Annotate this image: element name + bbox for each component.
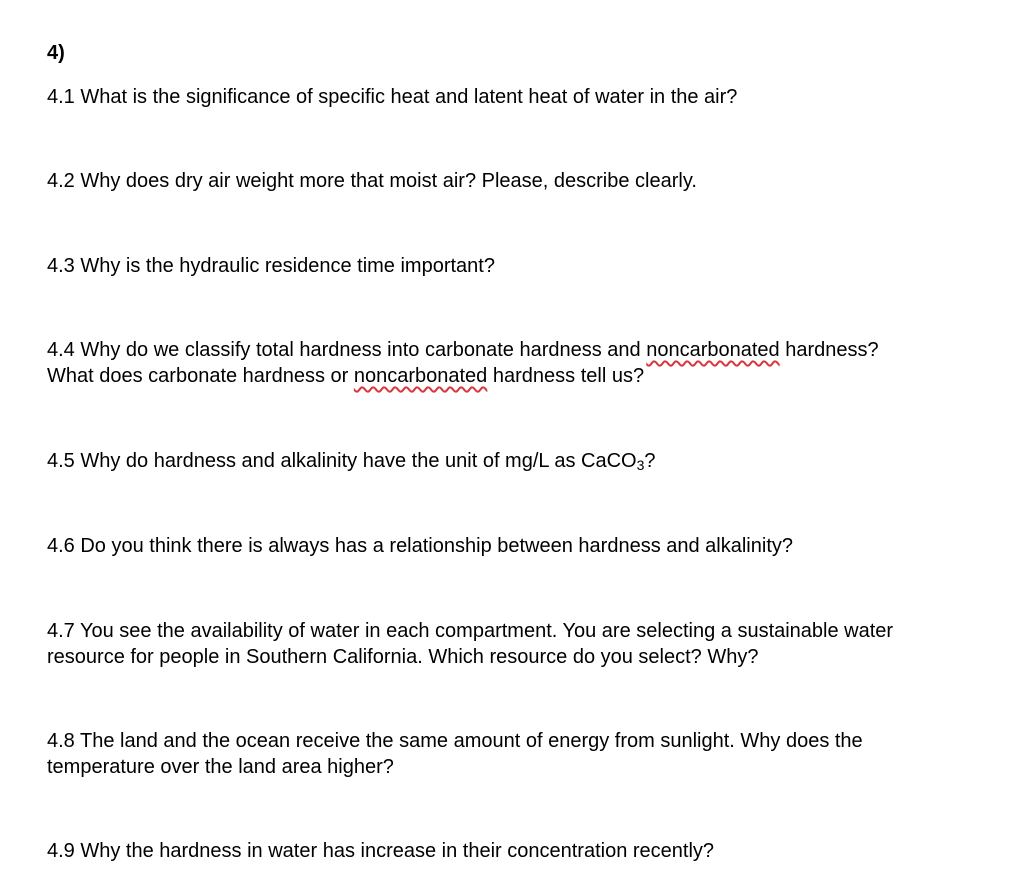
question-4-8-line-2: temperature over the land area higher? xyxy=(47,756,394,778)
question-4-5 xyxy=(47,448,1007,474)
question-text: 4.4 Why do we classify total hardness into carbonate hardness and xyxy=(47,339,647,361)
question-text: 4.5 Why do hardness and alkalinity have the unit of mg/L as CaCO xyxy=(47,450,637,472)
question-4-3: 4.3 Why is the hydraulic residence time important? xyxy=(47,255,495,277)
spellcheck-flagged-word[interactable]: noncarbonated xyxy=(353,365,488,387)
question-text: What does carbonate hardness or xyxy=(47,365,354,387)
question-4-8-line-1: 4.8 The land and the ocean receive the same amount of energy from sunlight. Why does the xyxy=(47,730,863,752)
question-4-1: 4.1 What is the significance of specific heat and latent heat of water in the air? xyxy=(47,86,738,108)
question-4-6: 4.6 Do you think there is always has a relationship between hardness and alkalinity? xyxy=(47,535,793,557)
question-4-8 xyxy=(47,728,1007,780)
question-4-4-line-1 xyxy=(47,337,1007,363)
chemical-subscript: 3 xyxy=(636,457,645,473)
question-text: ? xyxy=(644,450,656,472)
question-4-9: 4.9 Why the hardness in water has increase in their concentration recently? xyxy=(47,840,715,862)
question-4-4 xyxy=(47,337,1007,389)
question-4-7-line-1: 4.7 You see the availability of water in each compartment. You are selecting a sustainable water xyxy=(47,620,894,642)
question-4-2: 4.2 Why does dry air weight more that moist air? Please, describe clearly. xyxy=(47,170,697,192)
question-text: hardness? xyxy=(779,339,879,361)
question-text: hardness tell us? xyxy=(487,365,645,387)
spellcheck-flagged-word[interactable]: noncarbonated xyxy=(646,339,780,361)
section-heading: 4) xyxy=(47,42,65,64)
question-4-7-line-2: resource for people in Southern California. Which resource do you select? Why? xyxy=(47,646,759,668)
question-4-7 xyxy=(47,618,1007,670)
question-4-4-line-2 xyxy=(47,363,1007,389)
